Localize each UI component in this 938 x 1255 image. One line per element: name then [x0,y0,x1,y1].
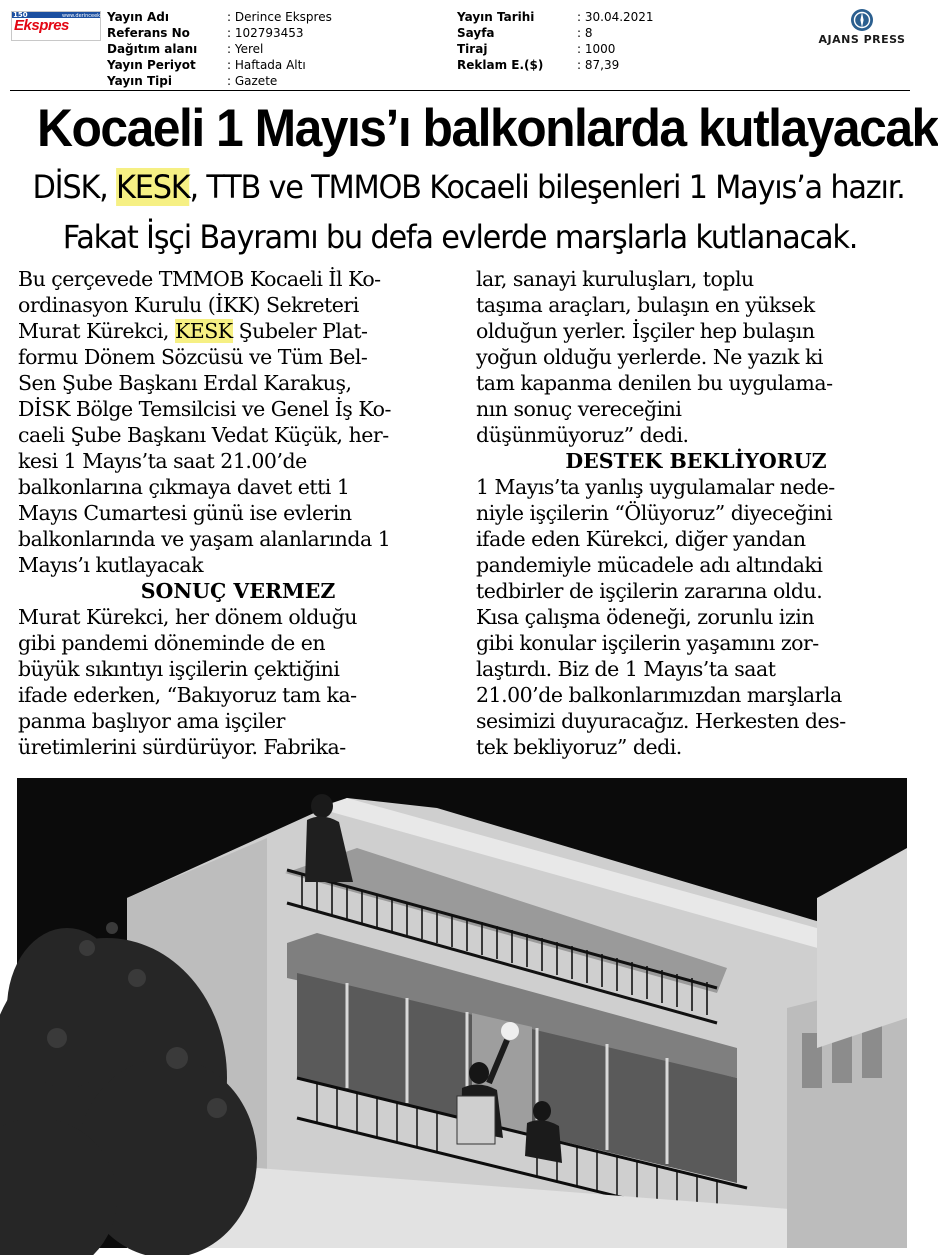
meta-label: Yayın Periyot [107,58,196,72]
headline: Kocaeli 1 Mayıs’ı balkonlarda kutlayacak [37,99,938,158]
subheadline-2: Fakat İşçi Bayramı bu defa evlerde marşlarla kutlanacak. [62,218,858,256]
highlighted-keyword: KESK [116,168,190,206]
meta-value: : 30.04.2021 [577,10,654,24]
article-line: laştırdı. Biz de 1 Mayıs’ta saat [476,657,776,681]
meta-value: : 1000 [577,42,616,56]
meta-row [107,25,332,41]
article-line: Sen Şube Başkanı Erdal Karakuş, [18,371,352,395]
article-line: niyle işçilerin “Ölüyoruz” diyeceğini [476,501,833,525]
article-line: Mayıs Cumartesi günü ise evlerin [18,501,352,525]
article-column-right [476,266,916,760]
meta-label: Yayın Tarihi [457,10,535,24]
article-line: taşıma araçları, bulaşın en yüksek [476,293,815,317]
meta-row [457,9,654,25]
article-line: ifade eden Kürekci, diğer yandan [476,527,806,551]
highlighted-keyword: KESK [174,319,233,343]
meta-label: Dağıtım alanı [107,42,198,56]
article-line: Mayıs’ı kutlayacak [18,553,204,577]
article-line: tam kapanma denilen bu uygulama- [476,371,833,395]
article-photo [17,778,907,1248]
article-line: lar, sanayi kuruluşları, toplu [476,267,754,291]
article-line: balkonlarına çıkmaya davet etti 1 [18,475,350,499]
article-line: pandemiyle mücadele adı altındaki [476,553,823,577]
article-line: nın sonuç vereceğini [476,397,682,421]
agency-name: AJANS PRESS [818,33,906,46]
article-line: tedbirler de işçilerin zararına oldu. [476,579,823,603]
publication-info-right [457,9,654,73]
article-line: ordinasyon Kurulu (İKK) Sekreteri [18,293,359,317]
ajans-press-icon [850,8,874,32]
article-line: ifade ederken, “Bakıyoruz tam ka- [18,683,357,707]
meta-row [457,25,654,41]
meta-row [457,41,654,57]
balcony-building-illustration [17,778,907,1248]
article-line: yoğun olduğu yerlerde. Ne yazık ki [476,345,823,369]
article-line: sesimizi duyuracağız. Herkesten des- [476,709,846,733]
article-line: kesi 1 Mayıs’ta saat 21.00’de [18,449,307,473]
newspaper-logo [11,11,126,41]
meta-value: : Yerel [227,42,264,56]
article-line: 21.00’de balkonlarımızdan marşlarla [476,683,842,707]
meta-value: : Derince Ekspres [227,10,332,24]
article-line: balkonlarında ve yaşam alanlarında 1 [18,527,391,551]
subheadline-1: DİSK, KESK, TTB ve TMMOB Kocaeli bileşenleri 1 Mayıs’a hazır. [32,168,905,206]
meta-row [107,41,332,57]
meta-value: : 8 [577,26,593,40]
meta-label: Sayfa [457,26,495,40]
article-line: gibi pandemi döneminde de en [18,631,326,655]
article-line: Kısa çalışma ödeneği, zorunlu izin [476,605,815,629]
article-line: panma başlıyor ama işçiler [18,709,285,733]
article-line: üretimlerini sürdürüyor. Fabrika- [18,735,346,759]
article-line: düşünmüyoruz” dedi. [476,423,689,447]
section-subhead: DESTEK BEKLİYORUZ [565,449,827,473]
meta-label: Reklam E.($) [457,58,544,72]
meta-value: : 87,39 [577,58,620,72]
section-subhead: SONUÇ VERMEZ [140,579,336,603]
meta-value: : Haftada Altı [227,58,306,72]
logo-site: www.derinceekspres.com [62,13,126,19]
article-line: DİSK Bölge Temsilcisi ve Genel İş Ko- [18,397,391,421]
article-line: Murat Kürekci, KESK Şubeler Plat- [18,319,368,343]
logo-badge-number: 150 [13,11,28,19]
article-column-left [18,266,458,760]
meta-label: Yayın Tipi [107,74,172,88]
agency-logo [812,8,912,46]
header-divider [10,90,910,91]
publication-info-left [107,9,332,89]
meta-label: Referans No [107,26,190,40]
meta-row [107,57,332,73]
meta-row [107,73,332,89]
meta-row [457,57,654,73]
meta-value: : 102793453 [227,26,304,40]
meta-value: : Gazete [227,74,278,88]
meta-label: Tiraj [457,42,488,56]
article-line: 1 Mayıs’ta yanlış uygulamalar nede- [476,475,835,499]
article-line: büyük sıkıntıyı işçilerin çektiğini [18,657,340,681]
article-line: Bu çerçevede TMMOB Kocaeli İl Ko- [18,267,381,291]
article-line: Murat Kürekci, her dönem olduğu [18,605,357,629]
meta-row [107,9,332,25]
article-line: olduğun yerler. İşçiler hep bulaşın [476,319,815,343]
logo-text: Ekspres [14,17,69,34]
article-line: tek bekliyoruz” dedi. [476,735,682,759]
meta-label: Yayın Adı [107,10,169,24]
article-line: formu Dönem Sözcüsü ve Tüm Bel- [18,345,368,369]
article-line: gibi konular işçilerin yaşamını zor- [476,631,819,655]
article-line: caeli Şube Başkanı Vedat Küçük, her- [18,423,389,447]
